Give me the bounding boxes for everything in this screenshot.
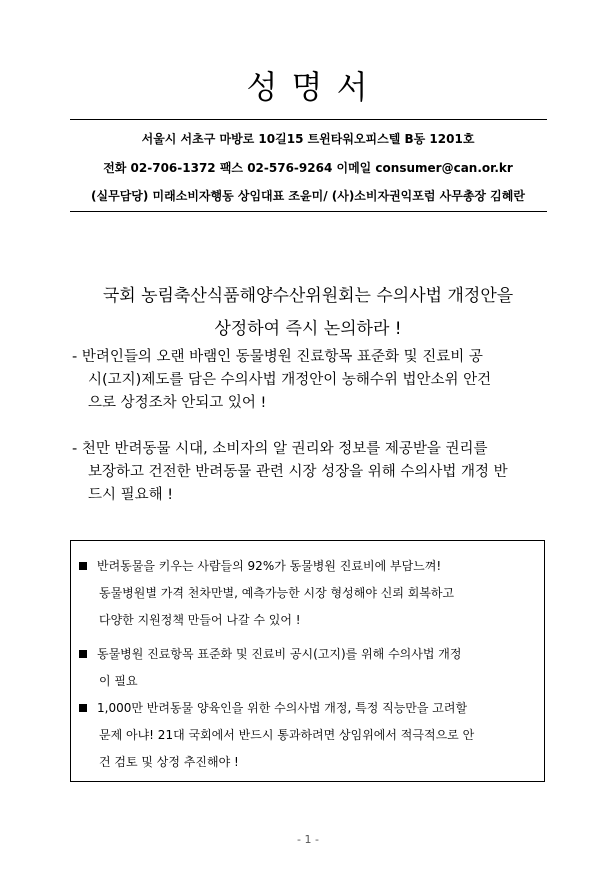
square-bullet-icon — [79, 704, 87, 712]
bullet-line: - 반려인들의 오랜 바램인 동물병원 진료항목 표준화 및 진료비 공 — [72, 349, 483, 365]
bullet-line: 시(고지)제도를 담은 수의사법 개정안이 농해수위 법안소위 안건 — [88, 372, 492, 388]
bullet-item-1 — [72, 346, 550, 415]
bullet-line: 드시 필요해 ! — [88, 487, 174, 503]
square-bullet-icon — [79, 650, 87, 658]
summary-item-1 — [79, 553, 541, 634]
header-rule-bottom — [70, 211, 547, 212]
header-rule-top — [70, 119, 547, 120]
summary-item-3 — [79, 695, 541, 776]
summary-line: 문제 아냐! 21대 국회에서 반드시 통과하려면 상임위에서 적극적으로 안 — [99, 728, 475, 742]
bullet-line: 으로 상정조차 안되고 있어 ! — [88, 395, 267, 411]
bullet-item-2 — [72, 438, 550, 507]
document-title: 성 명 서 — [246, 68, 370, 106]
bullet-line: - 천만 반려동물 시대, 소비자의 알 권리와 정보를 제공받을 권리를 — [72, 441, 488, 457]
summary-line: 반려동물을 키우는 사람들의 92%가 동물병원 진료비에 부담느껴! — [97, 559, 442, 573]
summary-box — [70, 540, 545, 782]
headline-line-2: 상정하여 즉시 논의하라 ! — [214, 319, 402, 339]
summary-line: 1,000만 반려동물 양육인을 위한 수의사법 개정, 특정 직능만을 고려할 — [97, 701, 468, 715]
headline-line-1: 국회 농림축산식품해양수산위원회는 수의사법 개정안을 — [102, 286, 514, 306]
org-staff: (실무담당) 미래소비자행동 상임대표 조윤미/ (사)소비자권익포럼 사무총장 김혜란 — [91, 189, 525, 203]
summary-line: 이 필요 — [99, 674, 138, 688]
summary-line: 동물병원 진료항목 표준화 및 진료비 공시(고지)를 위해 수의사법 개정 — [97, 647, 462, 661]
summary-line: 건 검토 및 상정 추진해야 ! — [99, 755, 239, 769]
summary-line: 동물병원별 가격 천차만별, 예측가능한 시장 형성해야 신뢰 회복하고 — [99, 586, 455, 600]
summary-line: 다양한 지원정책 만들어 나갈 수 있어 ! — [99, 613, 301, 627]
summary-item-2 — [79, 641, 541, 695]
page-number: - 1 - — [297, 833, 319, 846]
org-contact: 전화 02-706-1372 팩스 02-576-9264 이메일 consumer@can.or.kr — [103, 161, 513, 175]
square-bullet-icon — [79, 562, 87, 570]
bullet-line: 보장하고 건전한 반려동물 관련 시장 성장을 위해 수의사법 개정 반 — [88, 464, 508, 480]
org-address: 서울시 서초구 마방로 10길15 트윈타워오피스텔 B동 1201호 — [141, 132, 475, 146]
